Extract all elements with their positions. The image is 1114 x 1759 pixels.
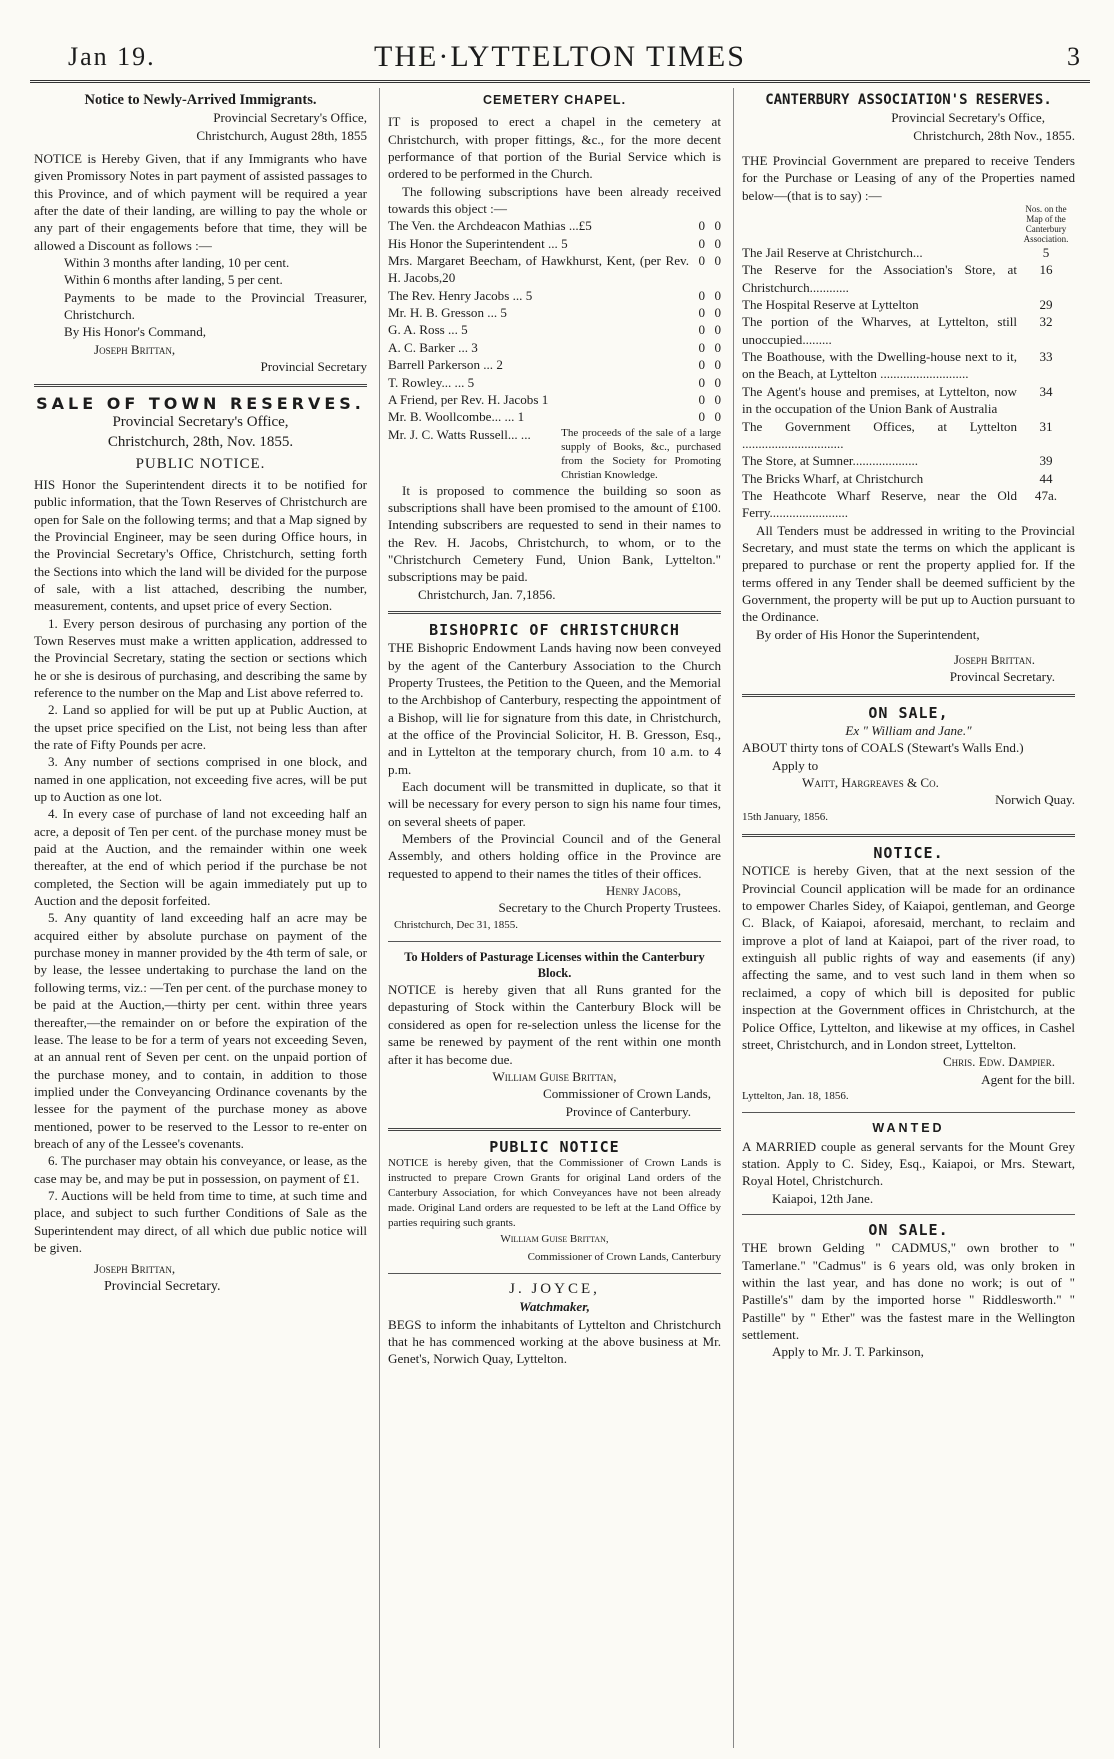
- signer: Henry Jacobs,: [605, 883, 681, 899]
- divider: [388, 611, 721, 614]
- subscription-row: [388, 217, 721, 234]
- notice-date: Lyttelton, Jan. 18, 1856.: [742, 1089, 849, 1102]
- public-notice-heading: PUBLIC NOTICE: [489, 1137, 620, 1156]
- pence: 0: [714, 357, 721, 373]
- signer: Joseph Brittan,: [94, 1261, 176, 1277]
- reserve-name: The Government Offices, at Lyttelton ...............................: [742, 418, 1017, 451]
- bishopric-notice: [388, 622, 721, 934]
- masthead-rule: [30, 80, 1090, 83]
- notice-body: NOTICE is Hereby Given, that if any Immigrants who have given Promissory Notes in part payment of assisted passages to this Province, and of which payment will be required a year after the date of their landing, are willing to pay the whole or any part of their engagements before that time, they will be allowed a Discount as follows :—: [34, 151, 367, 253]
- pence: 0: [714, 409, 721, 425]
- sale-of-town-reserves: [34, 395, 367, 1296]
- firm-place: Norwich Quay.: [995, 792, 1075, 808]
- wanted-date: Kaiapoi, 12th Jane.: [772, 1190, 874, 1206]
- signer: William Guise Brittan,: [492, 1068, 617, 1084]
- ship-name: Ex " William and Jane.": [845, 723, 972, 738]
- office-line: Provincial Secretary's Office,: [213, 110, 367, 126]
- subscriber-name: T. Rowley... ... 5: [388, 374, 475, 390]
- immigrants-notice: [34, 92, 367, 376]
- association-reserves: [742, 92, 1075, 686]
- sale-heading: SALE OF TOWN RESERVES.: [36, 393, 365, 413]
- wanted-heading: WANTED: [872, 1121, 945, 1136]
- notice-heading: NOTICE.: [873, 844, 944, 863]
- advert-date: 15th January, 1856.: [742, 810, 829, 823]
- reserve-row: [742, 487, 1075, 522]
- public-notice-title: PUBLIC NOTICE.: [135, 455, 266, 472]
- pence: 0: [714, 339, 721, 355]
- date-line: Christchurch, August 28th, 1855: [196, 127, 367, 143]
- date-line: Christchurch, 28th, Nov. 1855.: [107, 433, 294, 450]
- subscription-row: [388, 408, 721, 425]
- subscription-row: [388, 304, 721, 321]
- reserve-number: 16: [1039, 262, 1053, 278]
- joyce-body: BEGS to inform the inhabitants of Lyttelton and Christchurch that he has commenced working at the above business at Mr. Genet's, Norwich Quay, Lyttelton.: [388, 1316, 721, 1367]
- apply-line: Apply to Mr. J. T. Parkinson,: [772, 1344, 924, 1360]
- reserves-heading: CANTERBURY ASSOCIATION'S RESERVES.: [765, 92, 1052, 108]
- pence: 0: [714, 218, 721, 234]
- bishopric-body: Members of the Provincial Council and of the General Assembly, and others holding office in the Province are requested to append to their names the titles of their offices.: [388, 831, 721, 881]
- reserve-row: [742, 348, 1075, 383]
- reserve-row: [742, 452, 1075, 469]
- office-line: Provincial Secretary's Office,: [112, 413, 289, 430]
- signer-title: Secretary to the Church Property Trustees.: [498, 900, 721, 916]
- subscription-row: [388, 235, 721, 252]
- divider: [388, 1128, 721, 1131]
- subscription-row: [388, 252, 721, 287]
- coals-body: ABOUT thirty tons of COALS (Stewart's Walls End.): [742, 740, 1024, 756]
- signer-title: Provincial Secretary: [260, 359, 367, 375]
- cemetery-chapel: [388, 92, 721, 603]
- sale-intro: HIS Honor the Superintendent directs it to be notified for public information, that the Town Reserves of Christchurch are open for Sale on the following terms; and that a Map signed by the Provincial Engineer, may be seen during Office hours, in the Provincial Secretary's Office, Christchurch, setting forth the Sections into which the land will be divided for the purpose of sale, with a list attached, describing the number, measurement, contents, and upset price of every Section.: [34, 476, 367, 614]
- subscription-russell: [388, 426, 721, 482]
- kaiapoi-notice: [742, 845, 1075, 1105]
- bishopric-heading: BISHOPRIC OF CHRISTCHURCH: [429, 620, 680, 639]
- immigrants-heading: Notice to Newly-Arrived Immigrants.: [84, 92, 317, 108]
- sale-term: 3. Any number of sections comprised in one block, and named in one application, not exceeding five acres, will be put up to Auction as one lot.: [34, 754, 367, 805]
- shillings: 0: [698, 322, 705, 338]
- sale-term: 2. Land so applied for will be put up at Public Auction, at the upset price specified on the List, not being less than after the rate of Fifty Pounds per acre.: [34, 702, 367, 752]
- reserve-row: [742, 296, 1075, 313]
- pence: 0: [714, 235, 721, 251]
- office-line: Provincial Secretary's Office,: [891, 110, 1045, 126]
- reserve-number: 34: [1039, 383, 1053, 399]
- reserve-name: The portion of the Wharves, at Lyttelton, still unoccupied.........: [742, 314, 1017, 347]
- subscriber-name: A Friend, per Rev. H. Jacobs 1: [388, 391, 549, 407]
- shillings: 0: [698, 218, 705, 234]
- subscription-row: [388, 339, 721, 356]
- bishopric-date: Christchurch, Dec 31, 1855.: [394, 918, 519, 931]
- reserve-number: 33: [1039, 349, 1053, 365]
- column-divider: [379, 88, 380, 1748]
- reserve-name: The Boathouse, with the Dwelling-house next to it, on the Beach, at Lyttelton ...........................: [742, 349, 1017, 382]
- public-notice-body: NOTICE is hereby given, that the Commissioner of Crown Lands is instructed to prepare Crown Grants for original Land orders of the Canterbury Association, for which Conveyances have not been already made. Original Land orders are requested to be left at the Land Office by parties requiring such grants.: [388, 1157, 721, 1230]
- divider: [742, 834, 1075, 837]
- signer-title: Agent for the bill.: [981, 1071, 1075, 1087]
- public-notice: [388, 1139, 721, 1266]
- subscriber-name: Mr. H. B. Gresson ... 5: [388, 305, 507, 321]
- reserve-name: The Hospital Reserve at Lyttelton: [742, 297, 919, 313]
- reserves-order: By order of His Honor the Superintendent,: [756, 626, 980, 642]
- reserve-number: 47a.: [1034, 487, 1058, 503]
- signer: Joseph Brittan.: [953, 651, 1035, 667]
- pasturage-heading: To Holders of Pasturage Licenses within the Canterbury Block.: [404, 950, 705, 981]
- signer: William Guise Brittan,: [500, 1233, 609, 1246]
- reserve-row: [742, 470, 1075, 487]
- subscriber-name: Mr. J. C. Watts Russell... ...: [388, 426, 531, 442]
- reserve-name: The Agent's house and premises, at Lyttelton, now in the occupation of the Union Bank of Australia: [742, 383, 1017, 417]
- bishopric-body: THE Bishopric Endowment Lands having now been conveyed by the agent of the Canterbury Association to the Church Property Trustees, the Petition to the Queen, and the Memorial to the Archbishop of Canterbury, respecting the appointment of a Bishop, will lie for signature from this date, in Christchurch, at the office of the Provincial Solicitor, H. B. Gresson, Esq., and in Lyttelton at the temporary church, from 10 a.m. to 4 p.m.: [388, 640, 721, 777]
- shillings: 0: [698, 391, 705, 407]
- reserve-row: [742, 418, 1075, 453]
- reserve-number: 39: [1039, 453, 1053, 469]
- reserve-number: 31: [1039, 418, 1053, 434]
- pasturage-body: NOTICE is hereby given that all Runs granted for the depasturing of Stock within the Canterbury Block will be considered as open for re-selection unless the license for the same be renewed by payment of the rent within one month after it has become due.: [388, 982, 721, 1067]
- masthead: [30, 36, 1090, 76]
- firm-name: Waitt, Hargreaves & Co.: [802, 775, 939, 791]
- apply-line: Apply to: [772, 757, 819, 773]
- subscriber-name: The Ven. the Archdeacon Mathias ...£5: [388, 218, 592, 234]
- signer-title: Provincial Secretary.: [104, 1278, 221, 1294]
- divider: [388, 1273, 721, 1274]
- pence: 0: [714, 305, 721, 321]
- horse-advert: [742, 1222, 1075, 1361]
- divider: [34, 384, 367, 387]
- sale-term: 7. Auctions will be held from time to time, at such time and place, and subject to such further Conditions of Sale as the Superintendent may direct, of all which due public notice will be given.: [34, 1187, 367, 1255]
- subscription-row: [388, 391, 721, 408]
- shillings: 0: [698, 235, 705, 251]
- signer: Joseph Brittan,: [94, 341, 176, 357]
- reserve-name: The Reserve for the Association's Store, at Christchurch............: [742, 262, 1017, 295]
- shillings: 0: [698, 253, 705, 269]
- reserve-number: 44: [1039, 470, 1053, 486]
- reserves-column-head: Nos. on the Map of the Canterbury Association.: [1023, 204, 1069, 245]
- reserves-list: [742, 204, 1075, 522]
- reserve-number: 32: [1039, 314, 1053, 330]
- shillings: 0: [698, 287, 705, 303]
- reserve-number: 29: [1039, 297, 1053, 313]
- column-3: [742, 92, 1075, 1361]
- sale-term: 6. The purchaser may obtain his conveyance, or lease, as the case may be, and may be put in possession, on payment of £1.: [34, 1153, 367, 1186]
- wanted-body: A MARRIED couple as general servants for the Mount Grey station. Apply to C. Sidey, Esq., Kaiapoi, or Mrs. Stewart, Royal Hotel, Christchurch.: [742, 1138, 1075, 1189]
- shillings: 0: [698, 339, 705, 355]
- column-divider: [733, 88, 734, 1748]
- issue-date: Jan 19.: [68, 42, 156, 71]
- bishopric-body: Each document will be transmitted in duplicate, so that it will be necessary for every person to sign his name four times, on several sheets of paper.: [388, 779, 721, 829]
- reserve-name: The Heathcote Wharf Reserve, near the Old Ferry........................: [742, 487, 1017, 521]
- reserve-row: [742, 313, 1075, 348]
- shillings: 0: [698, 357, 705, 373]
- subscriber-name: Barrell Parkerson ... 2: [388, 357, 503, 373]
- pence: 0: [714, 253, 721, 269]
- subscriber-name: A. C. Barker ... 3: [388, 339, 478, 355]
- signer: Chris. Edw. Dampier.: [942, 1054, 1055, 1070]
- discount-line: Within 6 months after landing, 5 per cent.: [64, 272, 283, 288]
- pence: 0: [714, 391, 721, 407]
- reserve-row: [742, 383, 1075, 418]
- joyce-heading: J. JOYCE,: [509, 1280, 600, 1297]
- coals-advert: [742, 705, 1075, 826]
- subscriber-note: The proceeds of the sale of a large supply of Books, &c., purchased from the Society for Promoting Christian Knowledge.: [561, 426, 721, 481]
- reserve-row: [742, 261, 1075, 296]
- pasturage-notice: [388, 949, 721, 1120]
- on-sale-heading: ON SALE.: [868, 1220, 949, 1239]
- discount-line: Payments to be made to the Provincial Treasurer, Christchurch.: [64, 289, 367, 323]
- signer-title: Province of Canterbury.: [565, 1103, 691, 1119]
- reserve-name: The Jail Reserve at Christchurch...: [742, 245, 923, 261]
- reserve-number: 5: [1042, 245, 1050, 261]
- divider: [388, 941, 721, 942]
- subscriber-name: The Rev. Henry Jacobs ... 5: [388, 287, 533, 303]
- chapel-date: Christchurch, Jan. 7,1856.: [418, 586, 556, 602]
- chapel-received: The following subscriptions have been already received towards this object :—: [388, 183, 721, 217]
- pence: 0: [714, 374, 721, 390]
- shillings: 0: [698, 305, 705, 321]
- page-number: 3: [1067, 42, 1080, 71]
- newspaper-title: THE·LYTTELTON TIMES: [374, 40, 746, 73]
- reserves-intro: THE Provincial Government are prepared to receive Tenders for the Purchase or Leasing of any of the Properties named below—(that is to say) :—: [742, 153, 1075, 203]
- on-sale-heading: ON SALE,: [868, 703, 949, 722]
- subscriber-name: G. A. Ross ... 5: [388, 322, 468, 338]
- subscriber-name: His Honor the Superintendent ... 5: [388, 235, 568, 251]
- wanted-advert: [742, 1120, 1075, 1207]
- column-1: [34, 92, 367, 1295]
- date-line: Christchurch, 28th Nov., 1855.: [913, 127, 1075, 143]
- joyce-trade: Watchmaker,: [519, 1299, 590, 1315]
- sale-term: 4. In every case of purchase of land not exceeding half an acre, a deposit of Ten per cent. of the purchase money must be paid at the Auction, and the remainder within one week thereafter, at the end of which period if the purchase be not completed, the Section will be again immediately put up to Auction and the deposit forfeited.: [34, 806, 367, 909]
- signer-title: Commissioner of Crown Lands, Canterbury: [527, 1250, 721, 1263]
- notice-body: NOTICE is hereby Given, that at the next session of the Provincial Council application will be made for an ordinance to empower Charles Sidey, of Kaiapoi, gentleman, and George C. Black, of Kaiapoi, aforesaid, merchant, to reclaim and improve a plot of land at Kaiapoi, part of the river road, to extinguish all public rights of way and easements (if any) affecting the same, and to vest such land in them when so reclaimed, a copy of which bill is deposited for public inspection at the Government offices in Christchurch, at the Police Office, Lyttelton, and likewise at my offices, in Cashel street, Christchurch, and in London street, Lyttelton.: [742, 863, 1075, 1052]
- reserve-name: The Store, at Sumner....................: [742, 453, 919, 469]
- reserve-name: The Bricks Wharf, at Christchurch: [742, 470, 924, 486]
- column-2: [388, 92, 721, 1368]
- chapel-closing: It is proposed to commence the building so soon as subscriptions shall have been promised to the amount of £100. Intending subscribers are requested to send in their names to the Rev. H. Jacobs, Christchurch, to whom, or to the "Christchurch Cemetery Fund, Union Bank, Lyttelton." subscriptions may be paid.: [388, 482, 721, 585]
- horse-body: THE brown Gelding " CADMUS," own brother to " Tamerlane." "Cadmus" is 6 years old, was only broken in within the last year, and has done no work; is out of " Pastille's" dam by the imported horse " Riddlesworth." " Pastille" by " Ether" was the fastest mare in the Wellington settlement.: [742, 1240, 1075, 1342]
- subscription-row: [388, 374, 721, 391]
- divider: [742, 1112, 1075, 1113]
- subscription-row: [388, 287, 721, 304]
- subscription-row: [388, 356, 721, 373]
- chapel-intro: IT is proposed to erect a chapel in the cemetery at Christchurch, with proper fittings, &c., for the more decent performance of that portion of the Burial Service which is ordered to be performed in the Church.: [388, 114, 721, 182]
- divider: [742, 1214, 1075, 1215]
- subscription-list: [388, 217, 721, 425]
- shillings: 0: [698, 374, 705, 390]
- chapel-heading: CEMETERY CHAPEL.: [482, 93, 627, 107]
- joyce-advert: [388, 1281, 721, 1368]
- signer-title: Provincal Secretary.: [949, 669, 1055, 685]
- divider: [742, 694, 1075, 697]
- sale-term: 1. Every person desirous of purchasing any portion of the Town Reserves must make a written application, addressed to the Provincial Secretary, stating the section or sections which he or she is desirous of purchasing, and describing the same by reference to the number on the Map and List above referred to.: [34, 615, 367, 700]
- sale-term: 5. Any quantity of land exceeding half an acre may be acquired either by absolute purchase on payment of the purchase money in manner provided by the 4th term of sale, or by lease, the lessee undertaking to purchase the land on the following terms, viz.: —Ten per cent. of the purchase money to be paid at the Auction,—thirty per cent. within three years thereafter,—the remainder on or before the expiration of the lease. The lease to be for a term of years not exceeding Seven, at an annual rent of Seven per cent. on the unpaid portion of the purchase money, and to contain, in addition to those implied under the Conveyancing Ordinance covenants by the lessee for the payment of the purchase money as above mentioned, power to be reserved to the Lessor to re-enter on breach of any of the Lessee's covenants.: [34, 910, 367, 1151]
- subscription-row: [388, 321, 721, 338]
- discount-line: Within 3 months after landing, 10 per cent.: [64, 255, 290, 271]
- shillings: 0: [698, 409, 705, 425]
- pence: 0: [714, 287, 721, 303]
- pence: 0: [714, 322, 721, 338]
- command-line: By His Honor's Command,: [64, 324, 207, 340]
- signer-title: Commissioner of Crown Lands,: [542, 1086, 711, 1102]
- reserve-row: [742, 244, 1075, 261]
- subscriber-name: Mr. B. Woollcombe... ... 1: [388, 409, 525, 425]
- subscriber-name: Mrs. Margaret Beecham, of Hawkhurst, Kent, (per Rev. H. Jacobs,20: [388, 253, 689, 286]
- reserves-closing: All Tenders must be addressed in writing to the Provincial Secretary, and must state the terms on which the applicant is prepared to purchase or rent the property applied for. If the terms offered in any Tender shall be deemed sufficient by the Government, the property will be put up to Auction pursuant to the Ordinance.: [742, 522, 1075, 625]
